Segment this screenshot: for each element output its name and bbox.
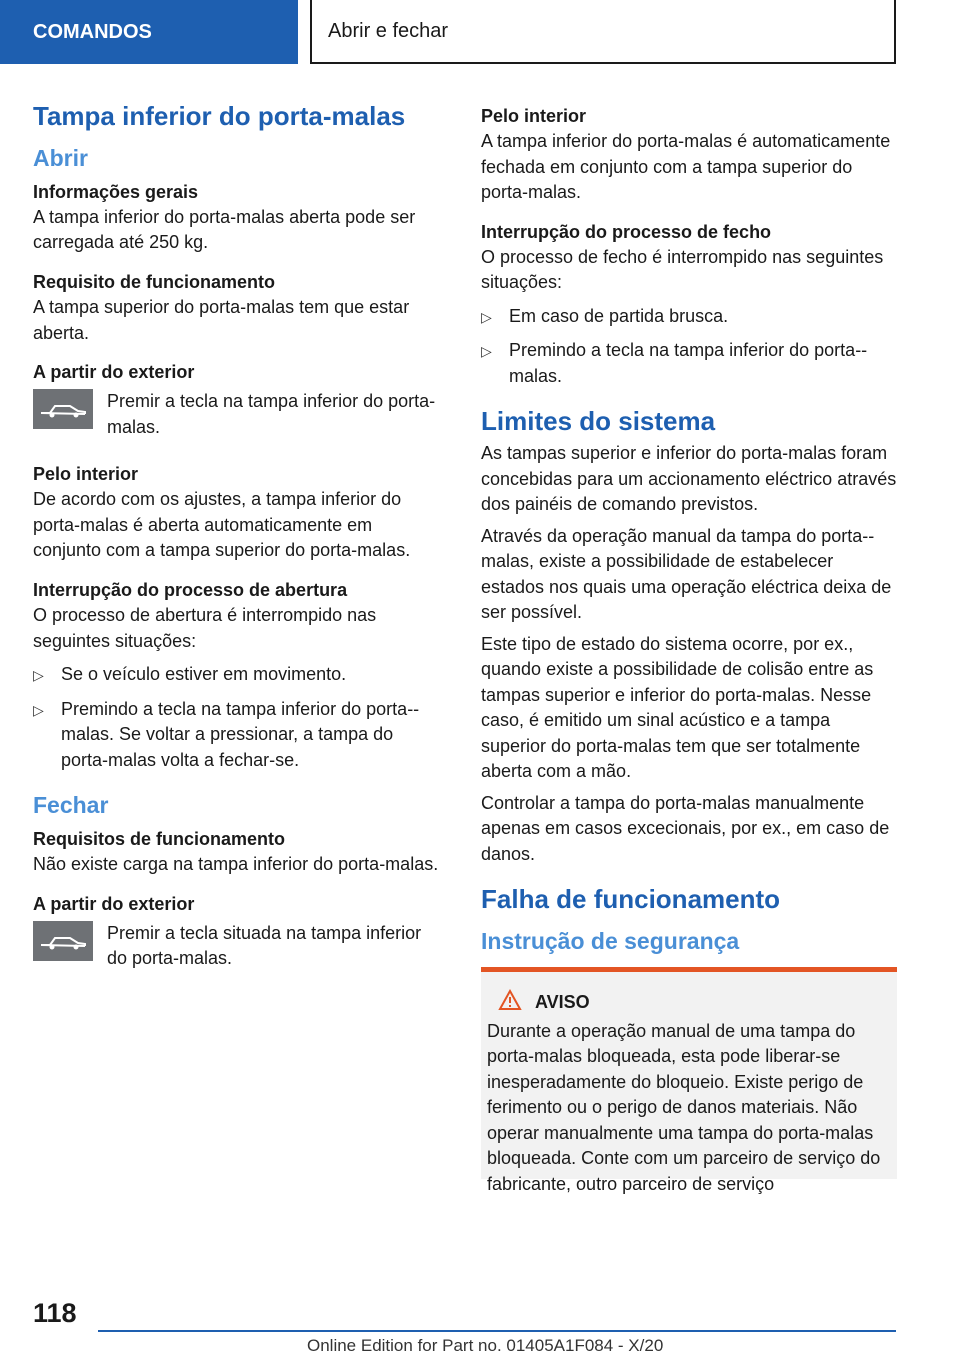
left-column	[33, 100, 441, 994]
heading-close-interruption: Interrupção do processo de fecho	[481, 221, 772, 242]
heading-interior-close: Pelo interior	[481, 106, 587, 126]
system-limits-title: Limites do sistema	[481, 406, 716, 437]
triangle-bullet-icon: ▷	[33, 667, 44, 684]
warning-box	[481, 967, 897, 1194]
footer-divider	[98, 1330, 896, 1332]
list-item: ▷ Premindo a tecla na tampa inferior do porta--malas.	[481, 338, 897, 389]
triangle-bullet-icon: ▷	[33, 701, 44, 718]
list-item: ▷ Premindo a tecla na tampa inferior do porta--malas. Se voltar a pressionar, a tampa do porta-malas volta a fechar-se.	[33, 697, 441, 774]
limits-paragraph: As tampas superior e inferior do porta-malas foram concebidas para um accionamento eléctrico através dos painéis de comando previstos.	[481, 443, 897, 515]
limits-paragraph: Este tipo de estado do sistema ocorre, por ex., quando existe a possibilidade de colisão entre as tampas superior e inferior do porta-malas. Nesse caso, é emitido um sinal acústico e a tampa superior do porta-malas tem que ser totalmente aberta com a mão.	[481, 633, 874, 782]
page-header-title: Abrir e fechar	[328, 19, 449, 42]
warning-header	[499, 990, 889, 1015]
car-tailgate-icon	[33, 921, 93, 961]
text-requirements: Não existe carga na tampa inferior do porta-malas.	[33, 854, 439, 875]
section-title: Tampa inferior do porta-malas	[33, 101, 406, 131]
text-info: A tampa inferior do porta-malas aberta pode ser carregada até 250 kg.	[33, 206, 416, 253]
list-item: ▷ Em caso de partida brusca.	[481, 304, 897, 331]
list-item: ▷ Se o veículo estiver em movimento.	[33, 662, 441, 689]
heading-interior: Pelo interior	[33, 464, 139, 485]
triangle-bullet-icon: ▷	[481, 308, 492, 325]
malfunction-title: Falha de funcionamento	[481, 884, 781, 915]
heading-exterior: A partir do exterior	[33, 362, 195, 383]
right-column	[481, 104, 897, 1194]
text-interruption: O processo de abertura é interrompido nas seguintes situações:	[33, 605, 377, 651]
heading-interruption: Interrupção do processo de abertura	[33, 579, 348, 600]
text-exterior-close: Premir a tecla situada na tampa inferior do porta-malas.	[107, 922, 422, 969]
footer-edition: Online Edition for Part no. 01405A1F084 - X/20	[307, 1336, 664, 1355]
subsection-abrir: Abrir	[33, 144, 88, 171]
text-interior-close: A tampa inferior do porta-malas é automaticamente fechada em conjunto com a tampa superior do porta-malas.	[481, 131, 891, 203]
safety-subtitle: Instrução de segurança	[481, 927, 740, 954]
page-header	[310, 0, 896, 64]
limits-paragraph: Através da operação manual da tampa do porta--malas, existe a possibilidade de estabelecer estados nos quais uma operação eléctrica deixa de ser possível.	[481, 525, 892, 623]
section-tab	[0, 0, 298, 64]
car-tailgate-icon	[33, 389, 93, 429]
exterior-close-instruction	[33, 921, 441, 972]
exterior-instruction	[33, 389, 441, 440]
text-interior: De acordo com os ajustes, a tampa inferior do porta-malas é aberta automaticamente em conjunto com a tampa superior do porta-malas.	[33, 489, 411, 561]
text-close-interruption: O processo de fecho é interrompido nas seguintes situações:	[481, 246, 884, 293]
text-exterior: Premir a tecla na tampa inferior do porta-malas.	[107, 391, 436, 437]
warning-text: Durante a operação manual de uma tampa do porta-malas bloqueada, esta pode liberar-se inesperadamente do bloqueio. Existe perigo de ferimento ou o perigo de danos materiais. Não operar manualmente uma tampa do porta-malas bloqueada. Conte com um parceiro de serviço do fabricante, outro parceiro de serviço	[487, 1020, 881, 1194]
heading-info: Informações gerais	[33, 181, 199, 202]
heading-requirement: Requisito de funcionamento	[33, 271, 276, 292]
text-requirement: A tampa superior do porta-malas tem que estar aberta.	[33, 297, 410, 343]
triangle-bullet-icon: ▷	[481, 343, 492, 360]
warning-label: AVISO	[535, 991, 590, 1012]
limits-paragraph: Controlar a tampa do porta-malas manualmente apenas em casos excecionais, por ex., em caso de danos.	[481, 792, 890, 864]
subsection-fechar: Fechar	[33, 792, 109, 819]
warning-triangle-icon	[499, 990, 521, 1015]
heading-requirements: Requisitos de funcionamento	[33, 829, 286, 850]
heading-exterior-close: A partir do exterior	[33, 893, 195, 914]
page-number: 118	[33, 1298, 77, 1328]
section-label: COMANDOS	[33, 20, 152, 43]
